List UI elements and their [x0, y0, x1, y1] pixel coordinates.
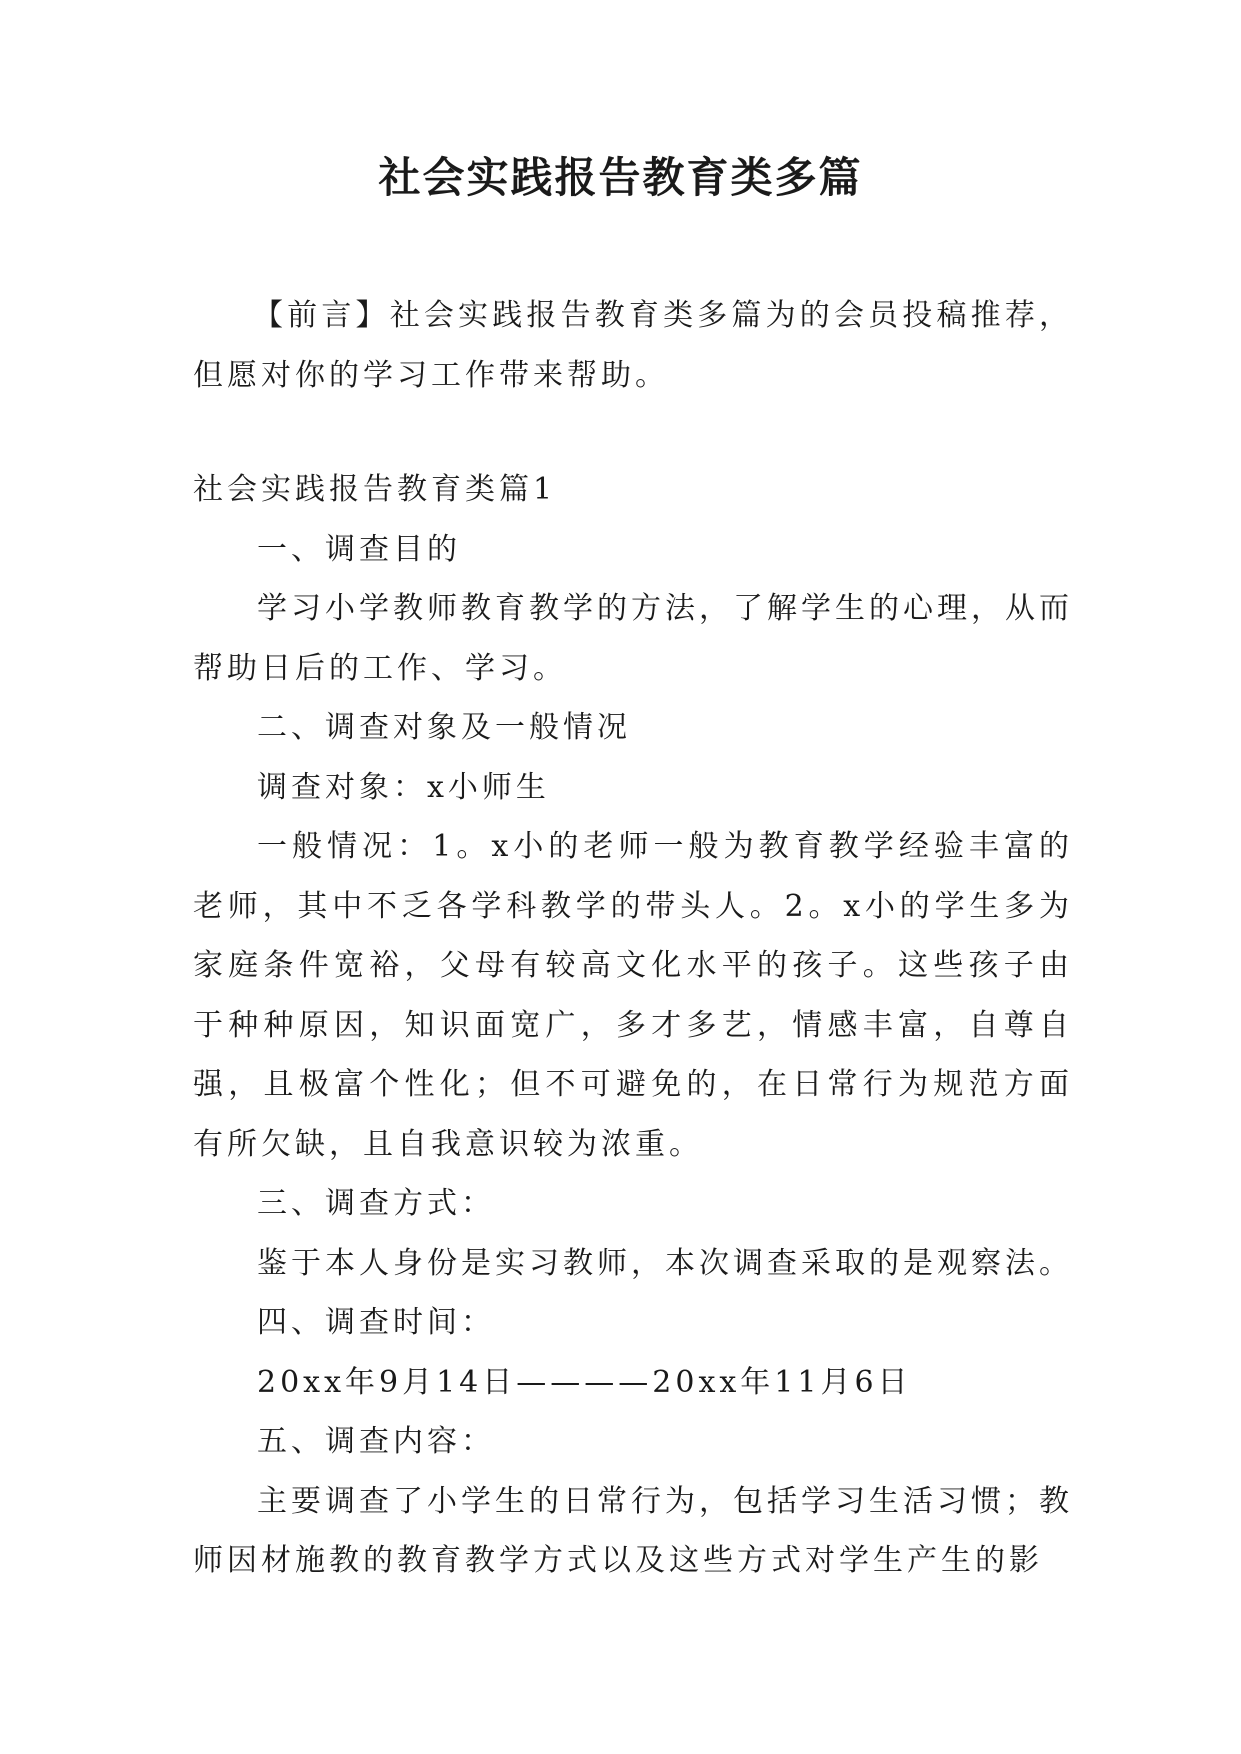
paragraph-general-situation: 一般情况：1。x小的老师一般为教育教学经验丰富的老师，其中不乏各学科教学的带头人。2。x小的学生多为家庭条件宽裕，父母有较高文化水平的孩子。这些孩子由于种种原因，知识面宽广，多才多艺，情感丰富，自尊自强，且极富个性化；但不可避免的，在日常行为规范方面有所欠缺，且自我意识较为浓重。 [193, 829, 1073, 1162]
preface-paragraph: 【前言】社会实践报告教育类多篇为的会员投稿推荐，但愿对你的学习工作带来帮助。 [193, 298, 1073, 393]
document-title: 社会实践报告教育类多篇 [378, 153, 863, 202]
heading-content: 五、调查内容： [257, 1424, 495, 1459]
paragraph-method: 鉴于本人身份是实习教师，本次调查采取的是观察法。 [257, 1245, 1073, 1281]
heading-subjects: 二、调查对象及一般情况 [257, 710, 631, 745]
heading-purpose: 一、调查目的 [257, 531, 461, 567]
paragraph-purpose: 学习小学教师教育教学的方法，了解学生的心理，从而帮助日后的工作、学习。 [193, 591, 1073, 686]
section-heading: 社会实践报告教育类篇1 [193, 472, 557, 507]
heading-method: 三、调查方式： [257, 1186, 495, 1221]
heading-time: 四、调查时间： [257, 1305, 495, 1340]
document-body [193, 460, 1073, 1591]
paragraph-subjects: 调查对象：x小师生 [257, 769, 550, 805]
paragraph-content: 主要调查了小学生的日常行为，包括学习生活习惯；教师因材施教的教育教学方式以及这些方式对学生产生的影 [193, 1483, 1073, 1578]
paragraph-time: 20xx年9月14日————20xx年11月6日 [257, 1364, 912, 1400]
